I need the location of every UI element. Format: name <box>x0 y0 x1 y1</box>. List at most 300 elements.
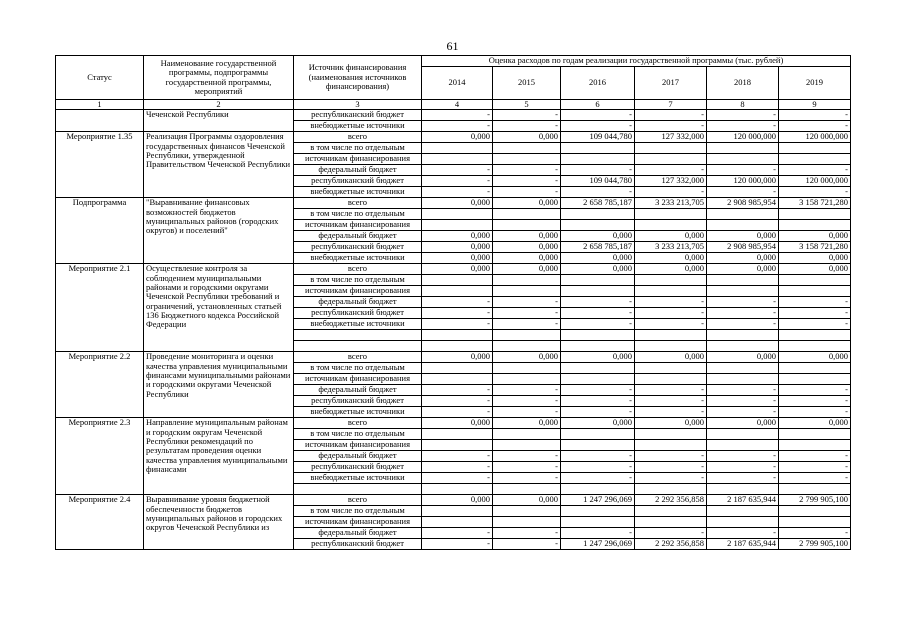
source-cell: всего <box>294 418 422 429</box>
source-cell: всего <box>294 198 422 209</box>
value-cell <box>493 209 561 220</box>
value-cell: 0,000 <box>779 231 851 242</box>
value-cell: 0,000 <box>635 352 707 363</box>
value-cell: 0,000 <box>422 418 493 429</box>
value-cell: - <box>493 165 561 176</box>
value-cell: - <box>422 385 493 396</box>
value-cell <box>635 506 707 517</box>
value-cell: - <box>707 297 779 308</box>
value-cell: 109 044,780 <box>561 132 635 143</box>
column-number: 2 <box>144 100 294 110</box>
value-cell: - <box>707 528 779 539</box>
value-cell: 120 000,000 <box>707 176 779 187</box>
value-cell: - <box>635 462 707 473</box>
value-cell <box>635 517 707 528</box>
value-cell <box>422 220 493 231</box>
value-cell: - <box>707 187 779 198</box>
value-cell: 0,000 <box>561 418 635 429</box>
table-row <box>56 264 851 275</box>
value-cell: 0,000 <box>707 231 779 242</box>
value-cell <box>707 209 779 220</box>
value-cell: 0,000 <box>635 253 707 264</box>
value-cell: - <box>779 110 851 121</box>
value-cell <box>707 517 779 528</box>
value-cell: - <box>422 121 493 132</box>
value-cell <box>779 506 851 517</box>
source-cell: федеральный бюджет <box>294 297 422 308</box>
source-cell: источникам финансирования <box>294 220 422 231</box>
value-cell: - <box>635 297 707 308</box>
value-cell: 0,000 <box>707 253 779 264</box>
source-cell <box>294 330 422 341</box>
source-cell: в том числе по отдельным <box>294 363 422 374</box>
value-cell <box>635 286 707 297</box>
value-cell: - <box>707 462 779 473</box>
value-cell <box>707 363 779 374</box>
value-cell: - <box>779 319 851 330</box>
value-cell: 3 158 721,280 <box>779 242 851 253</box>
value-cell: 0,000 <box>493 242 561 253</box>
value-cell: - <box>635 385 707 396</box>
value-cell: - <box>422 319 493 330</box>
source-cell: республиканский бюджет <box>294 110 422 121</box>
value-cell <box>493 429 561 440</box>
value-cell: - <box>561 407 635 418</box>
value-cell: - <box>707 407 779 418</box>
column-number: 7 <box>635 100 707 110</box>
value-cell: - <box>493 308 561 319</box>
source-cell: источникам финансирования <box>294 286 422 297</box>
value-cell <box>635 275 707 286</box>
value-cell <box>635 143 707 154</box>
value-cell: 0,000 <box>493 264 561 275</box>
status-cell: Мероприятие 2.4 <box>56 495 144 550</box>
value-cell: - <box>707 110 779 121</box>
value-cell <box>561 209 635 220</box>
value-cell <box>635 209 707 220</box>
value-cell: - <box>422 462 493 473</box>
value-cell: - <box>635 407 707 418</box>
value-cell <box>422 440 493 451</box>
value-cell <box>422 209 493 220</box>
value-cell: - <box>493 528 561 539</box>
table-row <box>56 110 851 121</box>
value-cell <box>493 275 561 286</box>
value-cell: - <box>561 308 635 319</box>
source-cell: республиканский бюджет <box>294 176 422 187</box>
value-cell <box>707 330 779 341</box>
header-year: 2019 <box>779 67 851 100</box>
source-cell: федеральный бюджет <box>294 385 422 396</box>
value-cell: 2 908 985,954 <box>707 198 779 209</box>
value-cell: 0,000 <box>561 231 635 242</box>
value-cell <box>493 154 561 165</box>
value-cell: 0,000 <box>779 264 851 275</box>
source-cell: внебюджетные источники <box>294 407 422 418</box>
value-cell <box>707 275 779 286</box>
value-cell <box>779 154 851 165</box>
value-cell: - <box>779 385 851 396</box>
value-cell <box>707 154 779 165</box>
source-cell: в том числе по отдельным <box>294 506 422 517</box>
value-cell: 120 000,000 <box>779 132 851 143</box>
value-cell: - <box>779 473 851 484</box>
value-cell: - <box>635 473 707 484</box>
value-cell: 0,000 <box>422 198 493 209</box>
status-cell: Мероприятие 2.2 <box>56 352 144 418</box>
source-cell: в том числе по отдельным <box>294 275 422 286</box>
value-cell: - <box>561 319 635 330</box>
value-cell: 3 233 213,705 <box>635 198 707 209</box>
column-number: 6 <box>561 100 635 110</box>
value-cell: 3 233 213,705 <box>635 242 707 253</box>
value-cell <box>561 484 635 495</box>
value-cell: - <box>635 308 707 319</box>
value-cell: - <box>493 407 561 418</box>
table-row <box>56 198 851 209</box>
header-year: 2017 <box>635 67 707 100</box>
value-cell <box>779 517 851 528</box>
value-cell <box>493 341 561 352</box>
column-number: 5 <box>493 100 561 110</box>
value-cell <box>422 286 493 297</box>
value-cell: - <box>422 308 493 319</box>
name-cell: Осуществление контроля за соблюдением муниципальными районами и городскими округами Чеченской Республики требований и ограничений, установленных статьей 136 Бюджетного кодекса Российской Федерации <box>144 264 294 352</box>
value-cell <box>779 341 851 352</box>
value-cell: - <box>422 110 493 121</box>
value-cell: 3 158 721,280 <box>779 198 851 209</box>
source-cell: внебюджетные источники <box>294 473 422 484</box>
value-cell <box>779 209 851 220</box>
value-cell: 0,000 <box>561 253 635 264</box>
value-cell: - <box>779 396 851 407</box>
value-cell: - <box>635 528 707 539</box>
value-cell <box>493 143 561 154</box>
column-numbers-row <box>56 100 851 110</box>
source-cell: всего <box>294 132 422 143</box>
value-cell: 109 044,780 <box>561 176 635 187</box>
value-cell: - <box>561 451 635 462</box>
value-cell: - <box>493 385 561 396</box>
value-cell <box>561 143 635 154</box>
value-cell: 0,000 <box>422 352 493 363</box>
value-cell: - <box>635 110 707 121</box>
header-source: Источник финансирования (наименования источников финансирования) <box>294 56 422 100</box>
value-cell <box>779 374 851 385</box>
value-cell <box>493 220 561 231</box>
value-cell: 0,000 <box>707 352 779 363</box>
value-cell <box>635 341 707 352</box>
status-cell <box>56 110 144 132</box>
value-cell <box>707 506 779 517</box>
source-cell: всего <box>294 495 422 506</box>
value-cell: - <box>561 385 635 396</box>
value-cell: - <box>635 396 707 407</box>
value-cell: - <box>493 297 561 308</box>
value-cell <box>561 154 635 165</box>
value-cell: 0,000 <box>779 253 851 264</box>
source-cell: всего <box>294 352 422 363</box>
value-cell: 0,000 <box>422 242 493 253</box>
source-cell: федеральный бюджет <box>294 451 422 462</box>
value-cell: 0,000 <box>493 352 561 363</box>
value-cell: 2 658 785,187 <box>561 242 635 253</box>
status-cell: Мероприятие 2.1 <box>56 264 144 352</box>
value-cell: - <box>635 451 707 462</box>
source-cell: внебюджетные источники <box>294 121 422 132</box>
value-cell <box>707 286 779 297</box>
value-cell: - <box>422 396 493 407</box>
value-cell <box>779 330 851 341</box>
value-cell <box>635 220 707 231</box>
value-cell: 0,000 <box>635 231 707 242</box>
value-cell <box>561 220 635 231</box>
value-cell <box>779 363 851 374</box>
value-cell: - <box>561 297 635 308</box>
table-row <box>56 352 851 363</box>
source-cell: внебюджетные источники <box>294 253 422 264</box>
value-cell: - <box>779 121 851 132</box>
value-cell: 2 187 635,944 <box>707 539 779 550</box>
value-cell <box>635 440 707 451</box>
value-cell: 0,000 <box>422 132 493 143</box>
value-cell <box>635 374 707 385</box>
value-cell: - <box>779 462 851 473</box>
source-cell: источникам финансирования <box>294 374 422 385</box>
value-cell <box>635 429 707 440</box>
header-year: 2014 <box>422 67 493 100</box>
source-cell: в том числе по отдельным <box>294 429 422 440</box>
value-cell: - <box>422 407 493 418</box>
value-cell: - <box>635 121 707 132</box>
value-cell: - <box>779 451 851 462</box>
column-number: 3 <box>294 100 422 110</box>
value-cell <box>493 484 561 495</box>
value-cell <box>561 506 635 517</box>
value-cell <box>707 220 779 231</box>
value-cell <box>779 220 851 231</box>
page-number: 61 <box>446 39 459 53</box>
value-cell: - <box>779 165 851 176</box>
table-row <box>56 418 851 429</box>
value-cell <box>779 275 851 286</box>
value-cell <box>422 484 493 495</box>
column-number: 9 <box>779 100 851 110</box>
value-cell: - <box>779 528 851 539</box>
value-cell: - <box>422 165 493 176</box>
value-cell: - <box>561 165 635 176</box>
value-cell: 0,000 <box>493 231 561 242</box>
value-cell: - <box>561 473 635 484</box>
source-cell: федеральный бюджет <box>294 528 422 539</box>
value-cell: 0,000 <box>707 264 779 275</box>
value-cell: - <box>493 110 561 121</box>
value-cell <box>635 330 707 341</box>
value-cell <box>707 440 779 451</box>
header-year: 2015 <box>493 67 561 100</box>
name-cell: Реализация Программы оздоровления государственных финансов Чеченской Республики, утвержденной Правительством Чеченской Республики <box>144 132 294 198</box>
value-cell: - <box>493 319 561 330</box>
header-year: 2016 <box>561 67 635 100</box>
value-cell <box>422 341 493 352</box>
source-cell: республиканский бюджет <box>294 462 422 473</box>
value-cell <box>493 363 561 374</box>
value-cell <box>561 275 635 286</box>
source-cell: республиканский бюджет <box>294 308 422 319</box>
name-cell: Чеченской Республики <box>144 110 294 132</box>
value-cell <box>493 330 561 341</box>
value-cell <box>561 440 635 451</box>
source-cell: республиканский бюджет <box>294 396 422 407</box>
table-row <box>56 132 851 143</box>
value-cell: 0,000 <box>422 231 493 242</box>
value-cell <box>779 440 851 451</box>
header-year: 2018 <box>707 67 779 100</box>
name-cell: Проведение мониторинга и оценки качества управления муниципальными финансами муниципальными районами и городскими округами Чеченской Республики <box>144 352 294 418</box>
value-cell <box>561 286 635 297</box>
value-cell: - <box>779 187 851 198</box>
value-cell: - <box>561 187 635 198</box>
value-cell: 2 908 985,954 <box>707 242 779 253</box>
value-cell <box>493 517 561 528</box>
budget-table <box>55 55 851 550</box>
source-cell: в том числе по отдельным <box>294 209 422 220</box>
value-cell: - <box>561 121 635 132</box>
value-cell: 0,000 <box>635 264 707 275</box>
value-cell <box>561 429 635 440</box>
value-cell: - <box>493 396 561 407</box>
value-cell: 127 332,000 <box>635 176 707 187</box>
value-cell <box>635 154 707 165</box>
source-cell: республиканский бюджет <box>294 539 422 550</box>
value-cell: 120 000,000 <box>707 132 779 143</box>
value-cell: - <box>707 451 779 462</box>
value-cell <box>779 484 851 495</box>
header-name: Наименование государственной программы, подпрограммы государственной программы, мероприятий <box>144 56 294 100</box>
value-cell: - <box>422 297 493 308</box>
value-cell <box>707 374 779 385</box>
name-cell: "Выравнивание финансовых возможностей бюджетов муниципальных районов (городских округов) и поселений" <box>144 198 294 264</box>
source-cell: внебюджетные источники <box>294 187 422 198</box>
value-cell: 0,000 <box>635 418 707 429</box>
column-number: 1 <box>56 100 144 110</box>
header-estimate: Оценка расходов по годам реализации государственной программы (тыс. рублей) <box>422 56 851 67</box>
value-cell: - <box>561 462 635 473</box>
value-cell: - <box>635 165 707 176</box>
value-cell: - <box>707 319 779 330</box>
value-cell: - <box>707 121 779 132</box>
value-cell <box>493 506 561 517</box>
value-cell: 0,000 <box>707 418 779 429</box>
value-cell: 120 000,000 <box>779 176 851 187</box>
value-cell: - <box>779 297 851 308</box>
value-cell: - <box>779 407 851 418</box>
value-cell <box>707 429 779 440</box>
value-cell: - <box>493 451 561 462</box>
value-cell <box>561 374 635 385</box>
value-cell: - <box>493 462 561 473</box>
value-cell <box>422 517 493 528</box>
name-cell: Выравнивание уровня бюджетной обеспеченности бюджетов муниципальных районов и городских округов Чеченской Республики из <box>144 495 294 550</box>
value-cell: - <box>707 385 779 396</box>
value-cell: - <box>493 121 561 132</box>
value-cell: - <box>422 451 493 462</box>
source-cell: источникам финансирования <box>294 517 422 528</box>
value-cell <box>493 286 561 297</box>
value-cell <box>561 341 635 352</box>
value-cell: - <box>779 308 851 319</box>
value-cell <box>422 154 493 165</box>
column-number: 8 <box>707 100 779 110</box>
value-cell: 0,000 <box>779 418 851 429</box>
value-cell: 0,000 <box>422 264 493 275</box>
value-cell: - <box>707 308 779 319</box>
source-cell: источникам финансирования <box>294 440 422 451</box>
status-cell: Мероприятие 2.3 <box>56 418 144 495</box>
value-cell: - <box>707 165 779 176</box>
value-cell: 0,000 <box>493 132 561 143</box>
value-cell: - <box>561 396 635 407</box>
value-cell <box>561 517 635 528</box>
value-cell <box>422 429 493 440</box>
source-cell: федеральный бюджет <box>294 165 422 176</box>
value-cell <box>493 440 561 451</box>
value-cell: 2 658 785,187 <box>561 198 635 209</box>
name-cell: Направление муниципальным районам и городским округам Чеченской Республики рекомендаций по результатам проведения оценки качества управления муниципальными финансами <box>144 418 294 495</box>
value-cell: 2 292 356,858 <box>635 495 707 506</box>
value-cell: - <box>493 176 561 187</box>
value-cell: 127 332,000 <box>635 132 707 143</box>
value-cell: - <box>422 539 493 550</box>
value-cell: 0,000 <box>493 198 561 209</box>
value-cell <box>422 363 493 374</box>
value-cell: 0,000 <box>493 418 561 429</box>
value-cell <box>422 143 493 154</box>
source-cell: республиканский бюджет <box>294 242 422 253</box>
value-cell <box>422 374 493 385</box>
value-cell <box>635 484 707 495</box>
value-cell <box>422 275 493 286</box>
status-cell: Мероприятие 1.35 <box>56 132 144 198</box>
value-cell: - <box>422 473 493 484</box>
value-cell <box>561 330 635 341</box>
value-cell: 2 799 905,100 <box>779 495 851 506</box>
source-cell <box>294 484 422 495</box>
value-cell: - <box>422 528 493 539</box>
header-row <box>56 56 851 67</box>
value-cell: 2 187 635,944 <box>707 495 779 506</box>
value-cell: - <box>707 473 779 484</box>
value-cell <box>493 374 561 385</box>
value-cell: 1 247 296,069 <box>561 495 635 506</box>
source-cell: внебюджетные источники <box>294 319 422 330</box>
source-cell: в том числе по отдельным <box>294 143 422 154</box>
value-cell <box>779 286 851 297</box>
header-status: Статус <box>56 56 144 100</box>
value-cell <box>779 143 851 154</box>
value-cell <box>422 330 493 341</box>
value-cell: 2 292 356,858 <box>635 539 707 550</box>
value-cell: 0,000 <box>561 264 635 275</box>
value-cell: 0,000 <box>422 253 493 264</box>
value-cell: - <box>493 187 561 198</box>
source-cell: источникам финансирования <box>294 154 422 165</box>
value-cell: - <box>635 187 707 198</box>
value-cell <box>779 429 851 440</box>
value-cell: 0,000 <box>493 495 561 506</box>
value-cell <box>422 506 493 517</box>
value-cell <box>707 143 779 154</box>
